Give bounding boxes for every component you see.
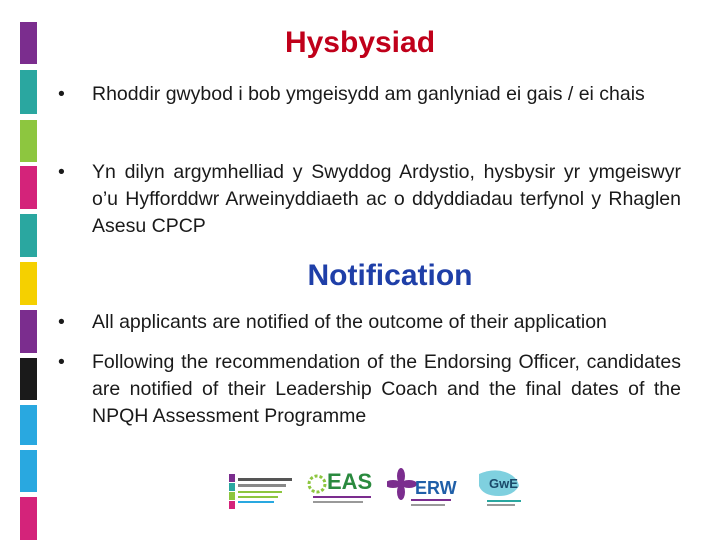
gwe-logo-text: GwE — [489, 476, 518, 491]
list-item — [58, 81, 681, 108]
bullet-text: Following the recommendation of the Endorsing Officer, candidates are notified of their Leadership Coach and the final dates of the NPQH Assessment Programme — [92, 351, 681, 427]
bullet-marker: • — [58, 161, 65, 183]
list-item — [58, 349, 681, 430]
stripe-black — [20, 358, 37, 400]
list-item — [58, 159, 681, 240]
erw-logo-text: ERW — [415, 478, 457, 498]
stripe-teal — [20, 70, 37, 114]
stripe-teal-2 — [20, 214, 37, 257]
list-item — [58, 309, 681, 336]
stripe-pink-2 — [20, 497, 37, 540]
stripe-purple-2 — [20, 310, 37, 353]
page-title-welsh: Hysbysiad — [284, 26, 436, 59]
stripe-blue-2 — [20, 450, 37, 492]
stripe-green — [20, 120, 37, 162]
stripe-blue — [20, 405, 37, 445]
bullet-text: All applicants are notified of the outcome of their application — [92, 311, 607, 333]
page-title-english: Notification — [307, 259, 473, 292]
bullet-marker: • — [58, 311, 65, 333]
bullet-text: Yn dilyn argymhelliad y Swyddog Ardystio, hysbysir yr ymgeiswyr o’u Hyfforddwr Arweinyddiaeth ac o ddyddiadau terfynol y Rhaglen Asesu CPCP — [92, 161, 681, 237]
gwe-logo — [473, 466, 525, 510]
stripe-pink — [20, 166, 37, 209]
central-south-consortium-logo — [229, 466, 295, 510]
eas-logo-text: EAS — [327, 469, 373, 494]
bullet-marker: • — [58, 83, 65, 105]
erw-logo — [387, 466, 455, 510]
bullet-text: Rhoddir gwybod i bob ymgeisydd am ganlyniad ei gais / ei chais — [92, 83, 645, 105]
eas-logo — [307, 466, 375, 510]
bullet-marker: • — [58, 351, 65, 373]
consortium-logos — [225, 466, 525, 516]
